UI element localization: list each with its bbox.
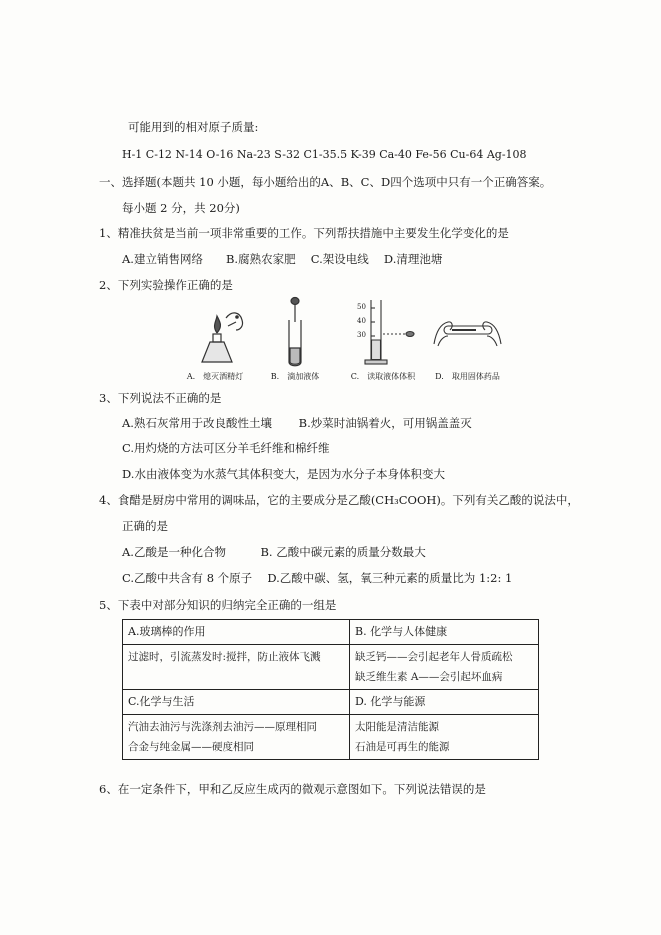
- question-2-figures: [180, 296, 505, 382]
- table-b-header: B. 化学与人体健康: [350, 620, 539, 645]
- graduated-cylinder-icon: [343, 296, 423, 370]
- table-b-line-2: 缺乏维生素 A——会引起坏血病: [355, 671, 503, 683]
- table-d-line-1: 太阳能是清洁能源: [355, 721, 439, 733]
- scale-label-40: 40: [357, 317, 366, 325]
- figure-b-caption: B. 滴加液体: [270, 372, 320, 381]
- question-3-stem: 3、下列说法不正确的是: [99, 391, 222, 405]
- question-6-stem: 6、在一定条件下，甲和乙反应生成丙的微观示意图如下。下列说法错误的是: [99, 782, 486, 796]
- question-1-options: A.建立销售网络 B.腐熟农家肥 C.架设电线 D.清理池塘: [122, 252, 443, 266]
- figure-d: [430, 296, 505, 382]
- question-5-stem: 5、下表中对部分知识的归纳完全正确的一组是: [99, 598, 337, 612]
- knowledge-table: [122, 619, 539, 760]
- question-4-stem-line2: 正确的是: [122, 519, 168, 533]
- table-c-body: [123, 715, 350, 760]
- scale-label-50: 50: [357, 303, 366, 311]
- table-c-header: C.化学与生活: [123, 690, 350, 715]
- scale-label-30: 30: [357, 331, 366, 339]
- alcohol-lamp-icon: [180, 296, 250, 370]
- figure-b: [260, 296, 330, 382]
- table-c-line-1: 汽油去油污与洗涤剂去油污——原理相同: [128, 721, 317, 733]
- table-d-line-2: 石油是可再生的能源: [355, 741, 450, 753]
- section-title: 一、选择题(本题共 10 小题，每小题给出的A、B、C、D四个选项中只有一个正确答案。: [99, 175, 552, 189]
- table-b-body: [350, 645, 539, 690]
- table-c-line-2: 合金与纯金属——硬度相同: [128, 741, 254, 753]
- hands-test-tube-icon: [430, 296, 505, 370]
- figure-d-caption: D. 取用固体药品: [435, 372, 500, 381]
- figure-a: [180, 296, 250, 382]
- question-4-stem-line1: 4、食醋是厨房中常用的调味品，它的主要成分是乙酸(CH₃COOH)。下列有关乙酸的说法中，: [99, 493, 579, 507]
- question-3-options-ab: A.熟石灰常用于改良酸性土壤 B.炒菜时油锅着火，可用锅盖盖灭: [122, 416, 472, 430]
- question-2-stem: 2、下列实验操作正确的是: [99, 278, 233, 292]
- question-3-option-c: C.用灼烧的方法可区分羊毛纤维和棉纤维: [122, 441, 330, 455]
- atomic-mass-list: H-1 C-12 N-14 O-16 Na-23 S-32 C1-35.5 K-39 Ca-40 Fe-56 Cu-64 Ag-108: [122, 148, 527, 161]
- question-1-stem: 1、精准扶贫是当前一项非常重要的工作。下列帮扶措施中主要发生化学变化的是: [99, 226, 509, 240]
- figure-c-caption: C. 读取液体体积: [350, 372, 416, 381]
- table-a-header: A.玻璃棒的作用: [123, 620, 350, 645]
- table-b-line-1: 缺乏钙——会引起老年人骨质疏松: [355, 651, 513, 663]
- figure-c: [343, 296, 423, 382]
- question-4-options-cd: C.乙酸中共含有 8 个原子 D.乙酸中碳、氢，氧三种元素的质量比为 1:2: 1: [122, 571, 513, 585]
- question-3-option-d: D.水由液体变为水蒸气其体积变大，是因为水分子本身体积变大: [122, 467, 445, 481]
- atomic-mass-title: 可能用到的相对原子质量:: [128, 120, 259, 134]
- question-4-options-ab: A.乙酸是一种化合物 B. 乙酸中碳元素的质量分数最大: [122, 545, 426, 559]
- table-d-header: D. 化学与能源: [350, 690, 539, 715]
- table-d-body: [350, 715, 539, 760]
- dropper-test-tube-icon: [260, 296, 330, 370]
- table-a-body: 过滤时，引流蒸发时:搅拌，防止液体飞溅: [123, 645, 350, 690]
- section-scoring: 每小题 2 分，共 20分): [122, 201, 240, 215]
- figure-a-caption: A. 熄灭酒精灯: [186, 372, 244, 381]
